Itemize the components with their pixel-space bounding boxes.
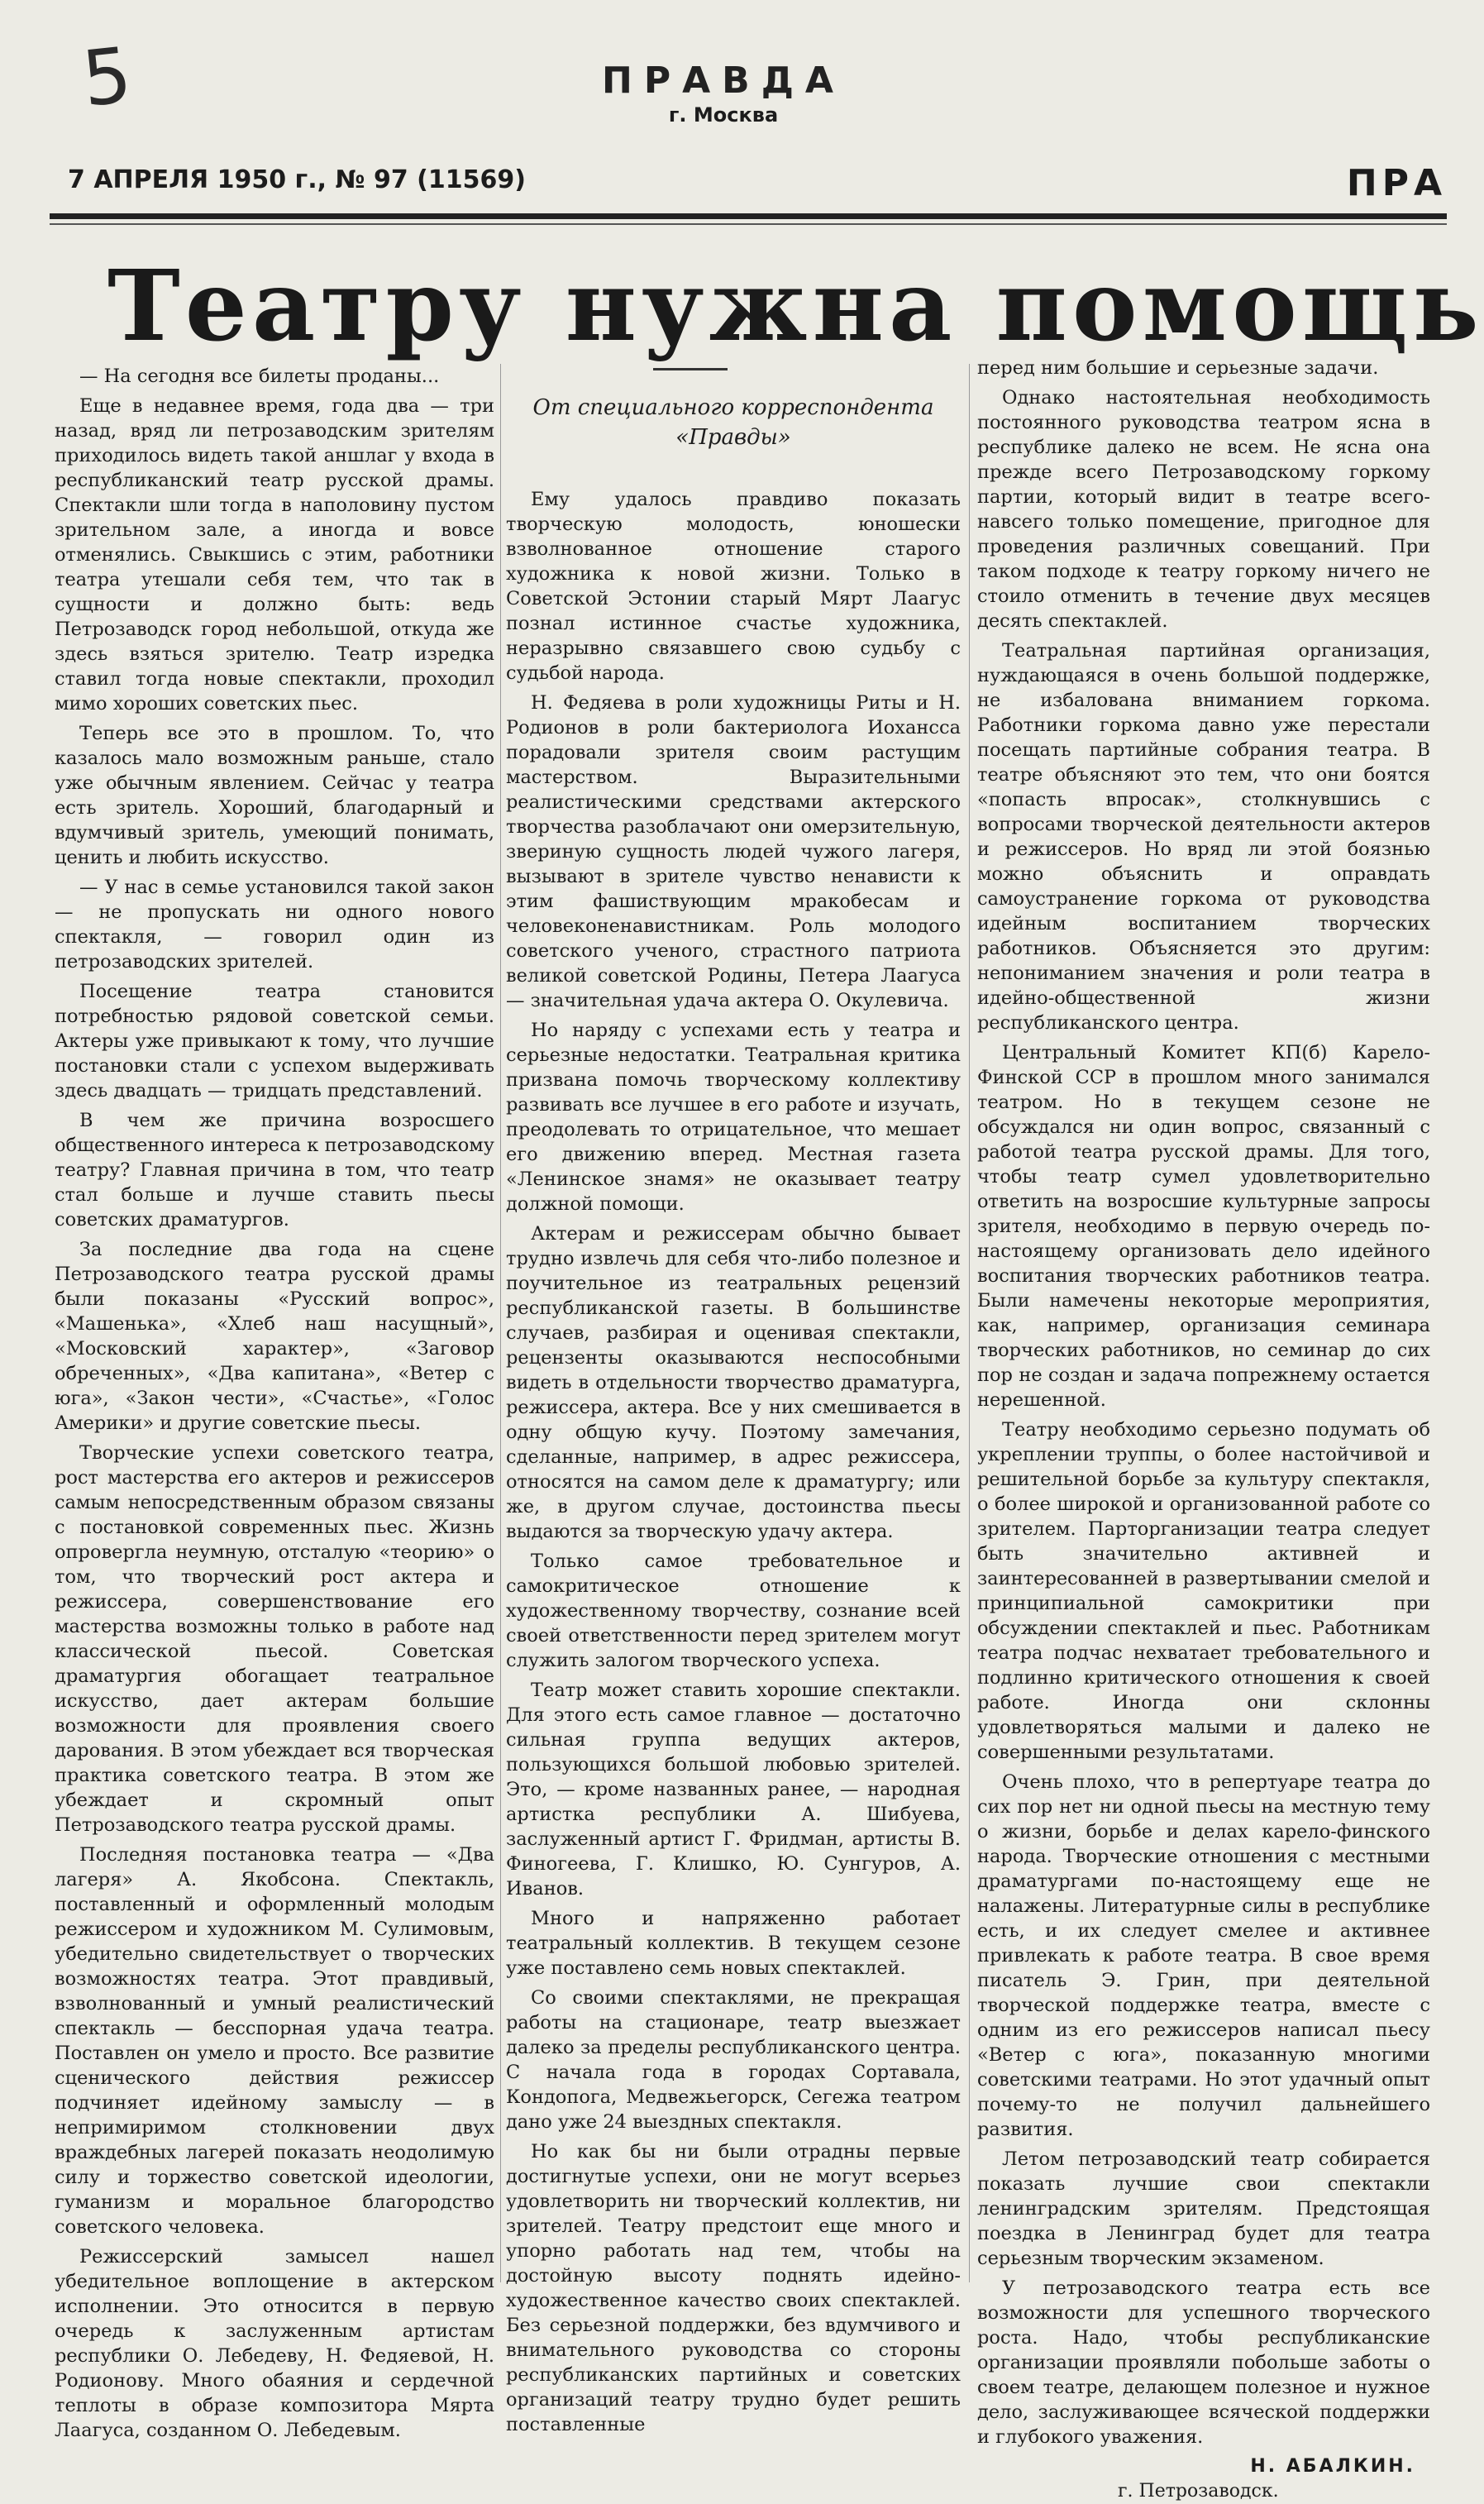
- paragraph: Однако настоятельная необходимость постоянного руководства театром ясна в республике далеко не всем. Не ясна она прежде всего Петрозаводскому горкому партии, который видит в театре всего-навсего только помещение, пригодное для проведения различных совещаний. При таком подходе к театру горкому ничего не стоило отменить в течение двух месяцев десять спектаклей.: [977, 387, 1430, 632]
- paragraph: Только самое требовательное и самокритическое отношение к художественному творчеству, сознание всей своей ответственности перед зрителем могут служить залогом творческого успеха.: [506, 1551, 961, 1671]
- paragraph: У петрозаводского театра есть все возможности для успешного творческого роста. Надо, чтобы республиканские организации проявляли побольше заботы о своем театре, делающем полезное и нужное дело, заслуживающее всяческой поддержки и глубокого уважения.: [977, 2277, 1430, 2448]
- paragraph: Но наряду с успехами есть у театра и серьезные недостатки. Театральная критика призвана помочь творческому коллективу развивать все лучшее в его работе и изучать, преодолевать то отрицательное, что мешает его движению вперед. Местная газета «Ленинское знамя» не оказывает театру должной помощи.: [506, 1020, 961, 1215]
- paragraph: Режиссерский замысел нашел убедительное воплощение в актерском исполнении. Это относится в первую очередь к заслуженным артистам республики О. Лебедеву, Н. Федяевой, Н. Родионову. Много обаяния и сердечной теплоты в образе композитора Мярта Лаагуса, созданном О. Лебедевым.: [55, 2246, 494, 2441]
- paragraph: В чем же причина возросшего общественного интереса к петрозаводскому театру? Главная причина в том, что театр стал больше и лучше ставить пьесы советских драматургов.: [55, 1110, 494, 1230]
- paragraph: Очень плохо, что в репертуаре театра до сих пор нет ни одной пьесы на местную тему о жизни, борьбе и делах карело-финского народа. Творческие отношения с местными драматургами по-настоящему еще не налажены. Литературные силы в республике есть, и их следует смелее и активнее привлекать к работе театра. В свое время писатель Э. Грин, при деятельной творческой поддержке театра, вместе с одним из его режиссеров написал пьесу «Ветер с юга», показанную многими советскими театрами. Но этот удачный опыт почему-то не получил дальнейшего развития.: [977, 1771, 1430, 2140]
- paragraph: Актерам и режиссерам обычно бывает трудно извлечь для себя что-либо полезное и поучительное из театральных рецензий республиканской газеты. В большинстве случаев, разбирая и оценивая спектакли, рецензенты оказываются неспособными видеть в отдельности творчество драматурга, режиссера, актера. Все у них смешивается в одну общую кучу. Поэтому замечания, сделанные, например, в адрес режиссера, относятся на самом деле к драматургу; или же, в другом случае, достоинства пьесы выдаются за творческую удачу актера.: [506, 1223, 961, 1542]
- paragraph: Ему удалось правдиво показать творческую молодость, юношески взволнованное отношение старого художника к новой жизни. Только в Советской Эстонии старый Мярт Лаагус познал истинное счастье художника, неразрывно связавшего свою судьбу с судьбой народа.: [506, 489, 961, 684]
- paragraph: — На сегодня все билеты проданы...: [79, 366, 440, 387]
- article-headline: Театру нужна помощь: [107, 248, 1484, 363]
- paragraph: — У нас в семье установился такой закон — не пропускать ни одного нового спектакля, — говорил один из петрозаводских зрителей.: [55, 877, 494, 972]
- paragraph: Последняя постановка театра — «Два лагеря» А. Якобсона. Спектакль, поставленный и оформленный молодым режиссером и художником М. Сулимовым, убедительно свидетельствует о творческих возможностях театра. Этот правдивый, взволнованный и умный реалистический спектакль — бесспорная удача театра. Поставлен он умело и просто. Все развитие сценического действия режиссер подчиняет идейному замыслу — в непримиримом столкновении двух враждебных лагерей показать неодолимую силу и торжество советской идеологии, гуманизм и моральное благородство советского человека.: [55, 1844, 494, 2238]
- article-byline: От специального корреспондента «Правды»: [532, 395, 934, 450]
- dateline-place: г. Петрозаводск.: [1118, 2481, 1279, 2502]
- article-column-2: [506, 356, 961, 2435]
- paragraph: Теперь все это в прошлом. То, что казалось мало возможным раньше, стало уже обычным явлением. Сейчас у театра есть зритель. Хороший, благодарный и вдумчивый зритель, умеющий понимать, ценить и любить искусство.: [55, 723, 494, 868]
- header-rule: [50, 213, 1447, 219]
- paragraph: Н. Федяева в роли художницы Риты и Н. Родионов в роли бактериолога Иохансса порадовали зрителя своим растущим мастерством. Выразительными реалистическими средствами актерского творчества разоблачают они омерзительную, звериную сущность людей чужого лагеря, вызывают в зрителе чувство ненависти к этим фашиствующим мракобесам и человеконенавистникам. Роль молодого советского ученого, страстного патриота великой советской Родины, Петера Лаагуса — значительная удача актера О. Окулевича.: [506, 692, 961, 1011]
- paragraph: Но как бы ни были отрадны первые достигнутые успехи, они не могут всерьез удовлетворить ни творческий коллектив, ни зрителей. Театру предстоит еще много и упорно работать над тем, чтобы на достойную высоту поднять идейно-художественное качество своих спектаклей. Без серьезной поддержки, без вдумчивого и внимательного руководства со стороны республиканских партийных и советских организаций театру трудно будет решить поставленные: [506, 2141, 961, 2435]
- masthead: [0, 60, 1447, 127]
- paragraph: За последние два года на сцене Петрозаводского театра русской драмы были показаны «Русский вопрос», «Машенька», «Хлеб наш насущный», «Московский характер», «Заговор обреченных», «Два капитана», «Ветер с юга», «Закон чести», «Счастье», «Голос Америки» и другие советские пьесы.: [55, 1239, 494, 1434]
- article-column-3: [977, 356, 1430, 2502]
- cropped-masthead-fragment: ПРА: [1346, 162, 1447, 204]
- paragraph: Со своими спектаклями, не прекращая работы на стационаре, театр выезжает далеко за пределы республиканского центра. С начала года в городах Сортавала, Кондопога, Медвежьегорск, Сегежа театром дано уже 24 выездных спектакля.: [506, 1987, 961, 2133]
- paragraph: Центральный Комитет КП(б) Карело-Финской ССР в прошлом много занимался театром. Но в текущем сезоне не обсуждался ни один вопрос, связанный с работой театра русской драмы. Для того, чтобы театр сумел удовлетворительно ответить на возросшие культурные запросы зрителя, необходимо в первую очередь по-настоящему организовать дело идейного воспитания творческих работников театра. Были намечены некоторые мероприятия, как, например, организация семинара творческих работников, но семинар до сих пор не создан и задача попрежнему остается нерешенной.: [977, 1042, 1430, 1411]
- paragraph: перед ним большие и серьезные задачи.: [977, 357, 1379, 379]
- handwritten-page-number: 5: [78, 31, 136, 124]
- newspaper-name: ПРАВДА: [602, 60, 845, 102]
- paragraph: Летом петрозаводский театр собирается показать лучшие свои спектакли ленинградским зрителям. Предстоящая поездка в Ленинград будет для театра серьезным творческим экзаменом.: [977, 2148, 1430, 2269]
- paragraph: Театральная партийная организация, нуждающаяся в очень большой поддержке, не избалована вниманием горкома. Работники горкома давно уже перестали посещать партийные собрания театра. В театре объясняют это тем, что они боятся «попасть впросак», столкнувшись с вопросами творческой деятельности актеров и режиссеров. Но вряд ли этой боязнью можно объяснить и оправдать самоустранение горкома от руководства идейным воспитанием творческих работников. Объясняется это другим: непониманием значения и роли театра в идейно-общественной жизни республиканского центра.: [977, 640, 1430, 1034]
- column-divider: [969, 364, 970, 2282]
- paragraph: Много и напряженно работает театральный коллектив. В текущем сезоне уже поставлено семь новых спектаклей.: [506, 1908, 961, 1979]
- newspaper-city: г. Москва: [668, 103, 779, 127]
- paragraph: Творческие успехи советского театра, рост мастерства его актеров и режиссеров самым непосредственным образом связаны с постановкой современных пьес. Жизнь опровергла неумную, отсталую «теорию» о том, что творческий рост актера и режиссера, совершенствование его мастерства возможны только в работе над классической пьесой. Советская драматургия обогащает театральное искусство, дает актерам большие возможности для проявления своего дарования. В этом убеждает вся творческая практика советского театра. В этом же убеждает и скромный опыт Петрозаводского театра русской драмы.: [55, 1442, 494, 1836]
- author-signature: Н. АБАЛКИН.: [1250, 2456, 1415, 2477]
- paragraph: Посещение театра становится потребностью рядовой советской семьи. Актеры уже привыкают к тому, что лучшие постановки стали с успехом выдерживать здесь двадцать — тридцать представлений.: [55, 981, 494, 1101]
- paragraph: Театр может ставить хорошие спектакли. Для этого есть самое главное — достаточно сильная группа ведущих актеров, пользующихся большой любовью зрителей. Это, — кроме названных ранее, — народная артистка республики А. Шибуева, заслуженный артист Г. Фридман, артисты В. Финогеева, Г. Клишко, Ю. Сунгуров, А. Иванов.: [506, 1680, 961, 1900]
- paragraph: Еще в недавнее время, года два — три назад, вряд ли петрозаводским зрителям приходилось видеть такой аншлаг у входа в республиканский театр русской драмы. Спектакли шли тогда в наполовину пустом зрительном зале, а иногда и вовсе отменялись. Свыкшись с этим, работники театра утешали себя тем, что так в сущности и должно быть: ведь Петрозаводск город небольшой, откуда же здесь взяться зрителю. Театр изредка ставил тогда новые спектакли, проходил мимо хороших советских пьес.: [55, 395, 494, 714]
- paragraph: Театру необходимо серьезно подумать об укреплении труппы, о более настойчивой и решительной борьбе за культуру спектакля, о более широкой и организованной работе со зрителем. Парторганизации театра следует быть значительно активней и заинтересованней в развертывании смелой и принципиальной самокритики при обсуждении спектаклей и пьес. Работникам театра подчас нехватает требовательного и подлинно критического отношения к своей работе. Иногда они склонны удовлетворяться малыми и далеко не совершенными результатами.: [977, 1419, 1430, 1763]
- issue-dateline: 7 АПРЕЛЯ 1950 г., № 97 (11569): [68, 165, 526, 194]
- column-divider: [500, 364, 501, 2282]
- header-rule-thin: [50, 223, 1447, 225]
- article-column-1: [55, 356, 494, 2441]
